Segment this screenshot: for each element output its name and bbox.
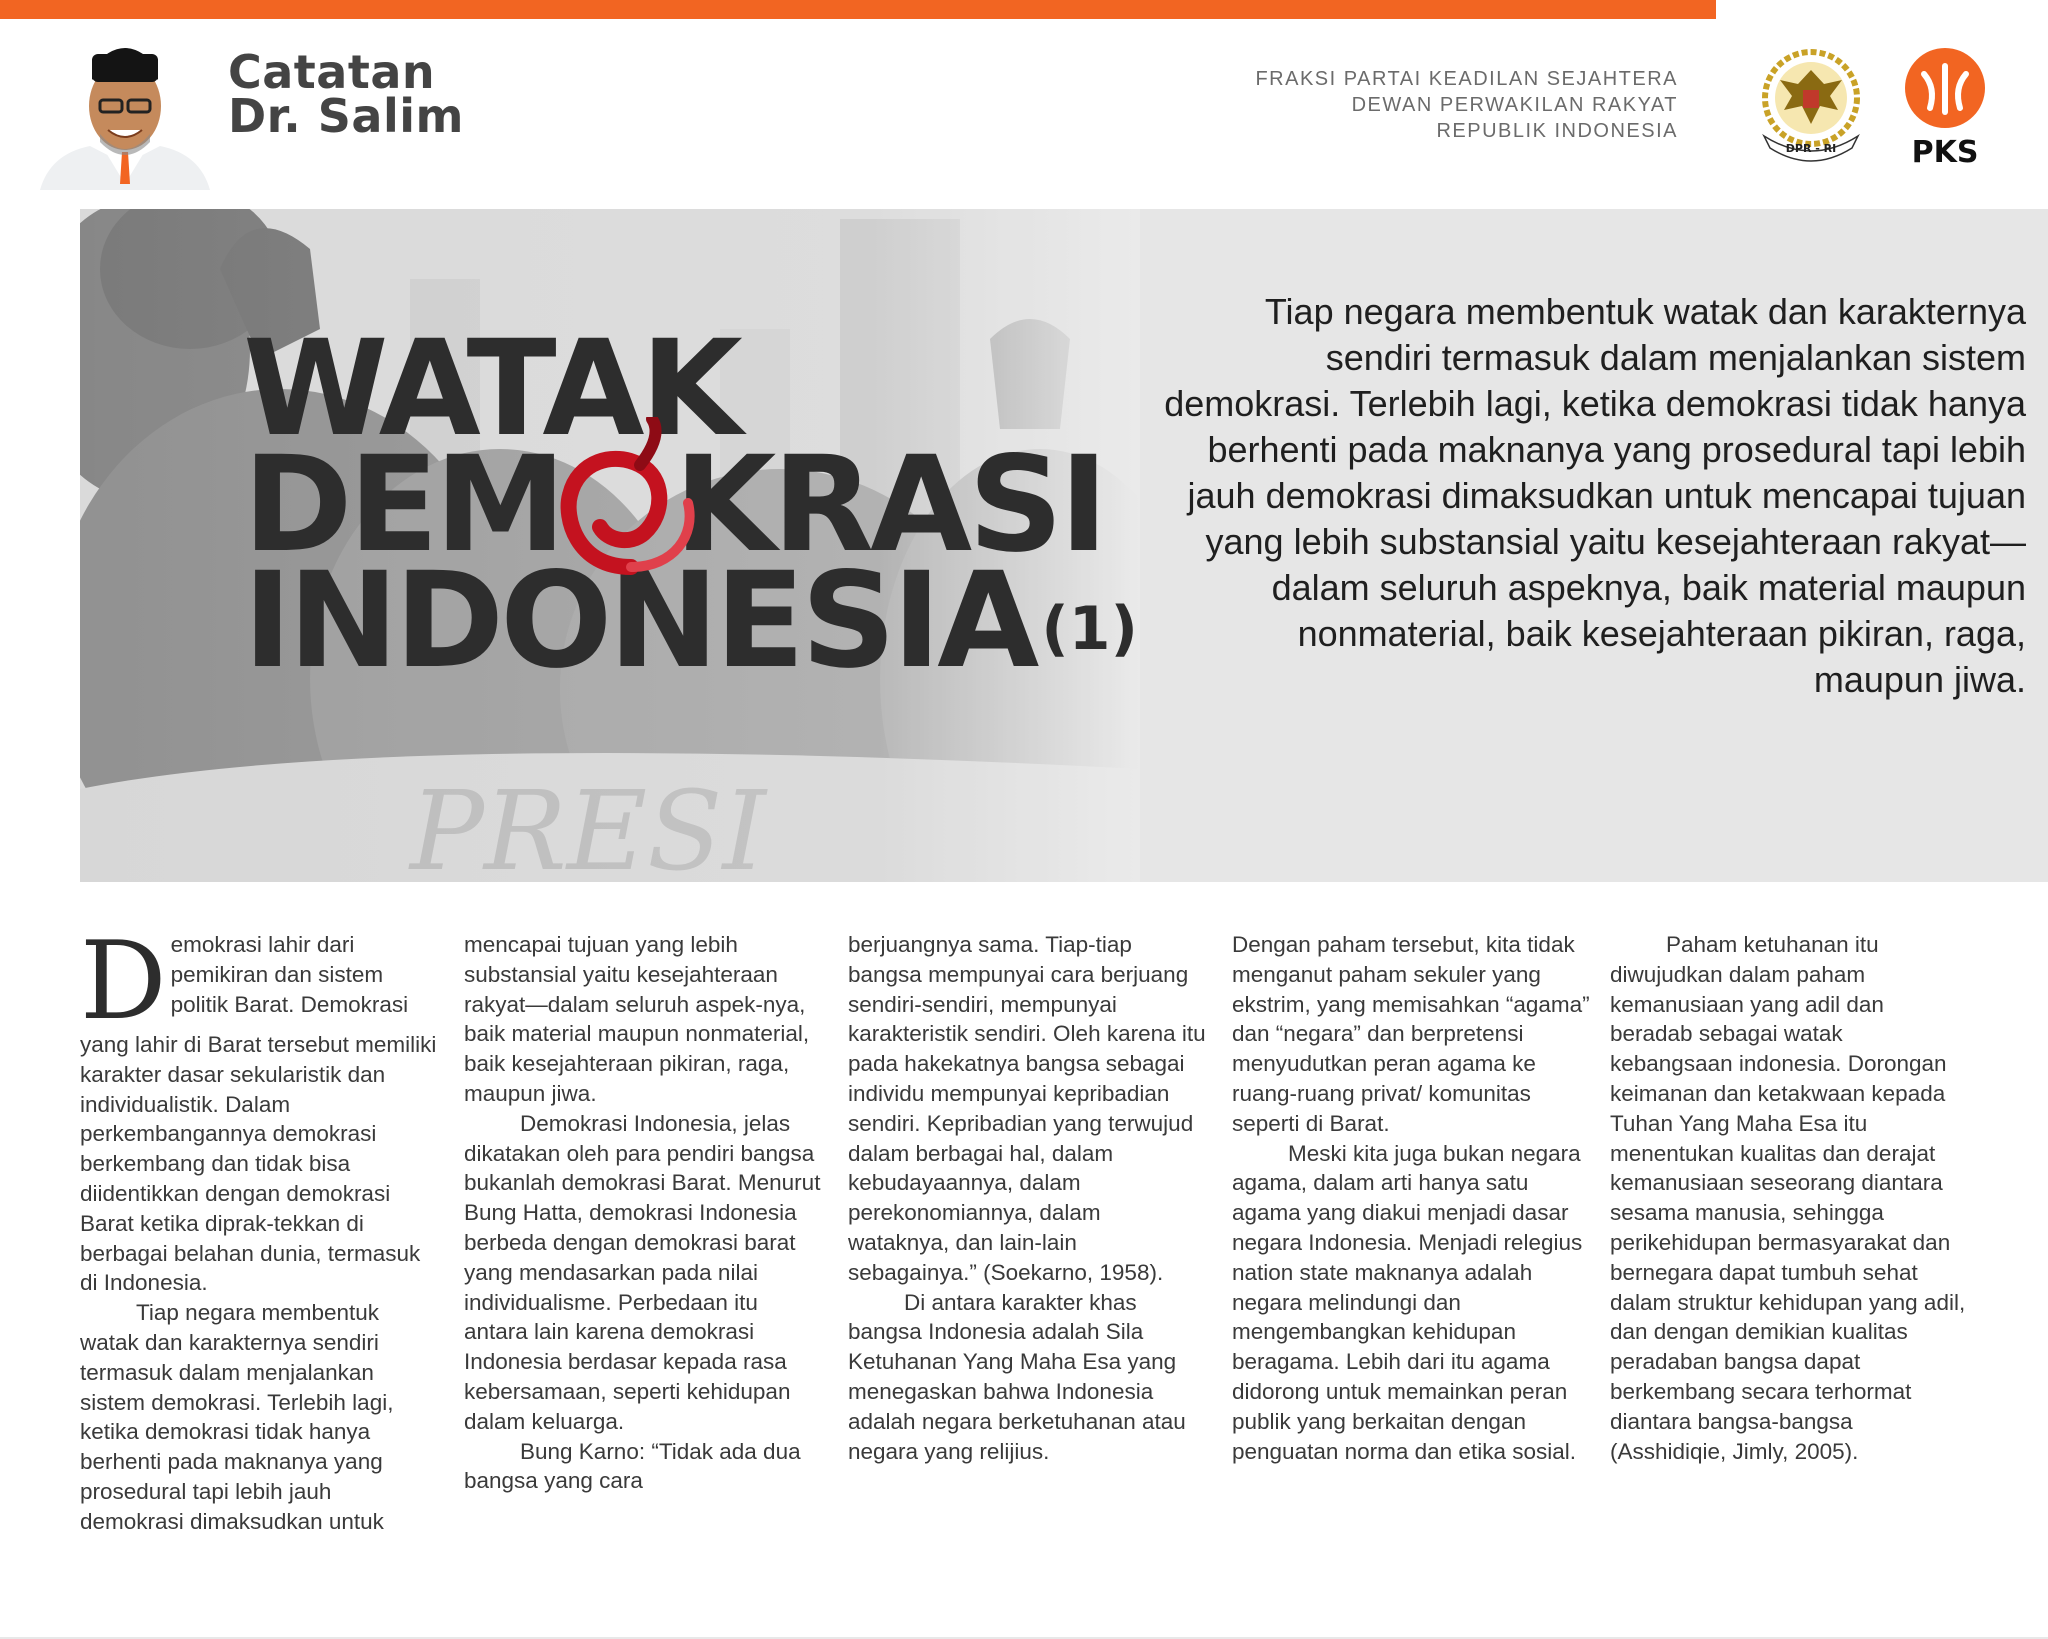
article-column-3 [848,930,1208,1466]
paragraph [80,919,440,1044]
org-line-1: FRAKSI PARTAI KEADILAN SEJAHTERA [1255,68,1678,90]
lead-paragraph: Tiap negara membentuk watak dan karakternya sendiri termasuk dalam menjalankan sistem demokrasi. Terlebih lagi, ketika demokrasi tidak hanya berhenti pada maknanya yang prosedural tapi lebih jauh demokrasi dimaksudkan untuk mencapai tujuan yang lebih substansial yaitu kesejahteraan rakyat—dalam seluruh aspeknya, baik material maupun nonmaterial, baik kesejahteraan pikiran, raga, maupun jiwa. [1164,291,2026,700]
article-column-2 [464,930,824,1496]
brand-line-name: Dr. Salim [228,89,464,143]
text-line: emokrasi lahir dari [170,932,355,957]
paragraph: Bung Karno: “Tidak ada dua bangsa yang cara [464,1438,801,1494]
article-body [80,919,1980,1550]
pks-logo-label: PKS [1911,135,1979,166]
brand-title [228,45,464,143]
pks-logo-icon [1900,46,1990,166]
org-line-3: REPUBLIK INDONESIA [1436,120,1678,142]
text-line: pemikiran dan sistem [170,961,384,987]
paragraph: mencapai tujuan yang lebih substansial yaitu kesejahteraan rakyat—dalam seluruh aspek-nya, baik material maupun nonmaterial, baik kesejahteraan pikiran, raga, maupun jiwa. [464,932,810,1106]
paragraph: Paham ketuhanan itu diwujudkan dalam paham kemanusiaan yang adil dan beradab sebagai watak kebangsaan indonesia. Dorongan keimanan dan ketakwaan kepada Tuhan Yang Maha Esa itu menentukan kualitas dan derajat kemanusiaan seseorang diantara sesama manusia, sehingga perikehidupan bermasyarakat dan bernegara dapat tumbuh sehat dalam struktur kehidupan yang adil, dan dengan demikian kualitas peradaban bangsa dapat berkembang secara terhormat diantara bangsa-bangsa (Asshidiqie, Jimly, 2005). [1610,932,1966,1464]
hero-banner [80,209,2048,882]
headline-superscript: (1) [1041,594,1138,664]
paragraph: Tiap negara membentuk watak dan karakternya sendiri termasuk dalam menjalankan sistem demokrasi. Terlebih lagi, ketika demokrasi tidak hanya berhenti pada maknanya yang prosedural tapi lebih jauh demokrasi dimaksudkan untuk [80,1300,394,1534]
brand-line-catatan: Catatan [228,45,436,99]
paragraph: Dengan paham tersebut, kita tidak menganut paham sekuler yang ekstrim, yang memisahkan “agama” dan “negara” dan berpretensi menyudutkan peran agama ke ruang-ruang privat/ komunitas seperti di Barat. [1232,932,1590,1136]
org-line-2: DEWAN PERWAKILAN RAKYAT [1351,94,1678,116]
dpr-ri-emblem-icon [1750,44,1872,166]
article-column-4 [1232,930,1592,1466]
paragraph: yang lahir di Barat tersebut memiliki karakter dasar sekularistik dan individualistik. Dalam perkembangannya demokrasi berkembang dan tidak bisa diidentikkan dengan demokrasi Barat ketika diprak-tekkan di berbagai belahan dunia, termasuk di Indonesia. [80,1032,437,1296]
red-ribbon-icon [556,417,706,582]
paragraph: Meski kita juga bukan negara agama, dalam arti hanya satu agama yang diakui menjadi dasar negara Indonesia. Menjadi relegius nation state maknanya adalah negara melindungi dan mengembangkan kehidupan beragama. Lebih dari itu agama didorong untuk memainkan peran publik yang berkaitan dengan penguatan norma dan etika sosial. [1232,1140,1583,1464]
headline-line-3-text: INDONESIA [243,544,1036,698]
article-column-5 [1610,930,1970,1466]
top-accent-bar [0,0,1716,19]
article-column-1 [80,919,440,1537]
author-photo [40,34,210,190]
headline-line-1: WATAK [243,312,739,466]
drop-cap: D [80,919,167,1044]
headline-line-2-part-a: DEM [243,428,563,582]
headline-line-2-part-b: KRASI [674,428,1105,582]
paragraph: Demokrasi Indonesia, jelas dikatakan oleh para pendiri bangsa bukanlah demokrasi Barat. Menurut Bung Hatta, demokrasi Indonesia berbeda dengan demokrasi barat yang mendasarkan pada nilai individualisme. Perbedaan itu antara lain karena demokrasi Indonesia berdasar kepada rasa kebersamaan, seperti kehidupan dalam keluarga. [464,1110,821,1434]
paragraph: Di antara karakter khas bangsa Indonesia adalah Sila Ketuhanan Yang Maha Esa yang menegaskan bahwa Indonesia adalah negara berketuhanan atau negara yang relijius. [848,1289,1186,1464]
paragraph: berjuangnya sama. Tiap-tiap bangsa mempunyai cara berjuang sendiri-sendiri, mempunyai karakteristik sendiri. Oleh karena itu pada hakekatnya bangsa sebagai individu mempunyai kepribadian sendiri. Kepribadian yang terwujud dalam berbagai hal, dalam kebudayaannya, dalam perekonomiannya, dalam wataknya, dan lain-lain sebagainya.” (Soekarno, 1958). [848,932,1206,1285]
text-line: politik Barat. Demokrasi [170,991,409,1017]
dpr-logo-label: DPR - RI [1785,142,1837,155]
organization-name [1255,66,1678,144]
